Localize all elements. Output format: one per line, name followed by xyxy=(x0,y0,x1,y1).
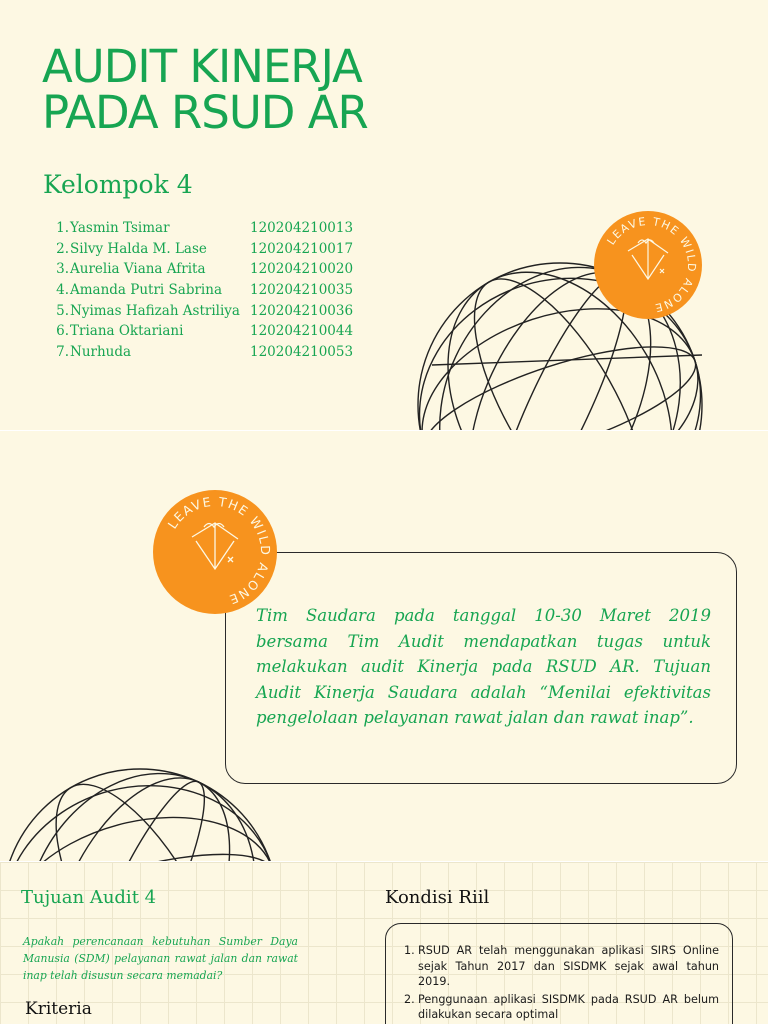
member-item xyxy=(52,218,362,239)
member-number: 4. xyxy=(56,282,69,299)
member-item xyxy=(52,342,362,363)
condition-item xyxy=(404,992,719,1023)
member-name: Nurhuda xyxy=(70,344,132,361)
condition-number: 2. xyxy=(404,992,415,1006)
member-number: 3. xyxy=(56,261,69,278)
condition-item xyxy=(404,943,719,990)
member-item xyxy=(52,301,362,322)
member-number: 1. xyxy=(56,220,69,236)
member-nim: 120204210013 xyxy=(250,220,354,236)
member-nim: 120204210017 xyxy=(250,240,354,257)
context-box xyxy=(225,552,737,784)
group-subtitle: Kelompok 4 xyxy=(43,170,193,199)
title-line-2: PADA RSUD AR xyxy=(42,86,368,139)
audit-objective-heading: Tujuan Audit 4 xyxy=(21,887,157,908)
member-item xyxy=(52,321,362,342)
slide-cover xyxy=(0,0,768,431)
badge-text: LEAVE THE WILD ALONE xyxy=(604,214,699,315)
leave-the-wild-alone-badge xyxy=(152,489,278,615)
member-name: Aurelia Viana Afrita xyxy=(70,261,206,278)
member-list xyxy=(52,218,362,363)
member-name: Amanda Putri Sabrina xyxy=(70,282,222,299)
condition-list xyxy=(404,943,719,1024)
member-nim: 120204210035 xyxy=(250,282,354,299)
title-line-1: AUDIT KINERJA xyxy=(42,40,362,93)
member-number: 6. xyxy=(56,323,69,340)
actual-condition-heading: Kondisi Riil xyxy=(385,887,490,908)
member-item xyxy=(52,259,362,280)
member-name: Triana Oktariani xyxy=(70,323,184,340)
page-title xyxy=(42,40,368,139)
member-number: 7. xyxy=(56,344,69,361)
member-nim: 120204210020 xyxy=(250,261,354,278)
member-name: Yasmin Tsimar xyxy=(70,220,170,236)
member-number: 5. xyxy=(56,302,69,319)
audit-question: Apakah perencanaan kebutuhan Sumber Daya Manusia (SDM) pelayanan rawat jalan dan rawat inap telah disusun secara memadai? xyxy=(23,935,298,982)
badge-text: LEAVE THE WILD ALONE xyxy=(164,493,274,608)
condition-number: 1. xyxy=(404,944,415,957)
slide-context xyxy=(0,431,768,862)
condition-text: Penggunaan aplikasi SISDMK pada RSUD AR belum dilakukan secara optimal xyxy=(418,992,719,1021)
member-number: 2. xyxy=(56,240,69,257)
condition-text: RSUD AR telah menggunakan aplikasi SIRS Online sejak Tahun 2017 dan SISDMK sejak awal tahun 2019. xyxy=(418,944,719,988)
context-text: Tim Saudara pada tanggal 10-30 Maret 2019 bersama Tim Audit mendapatkan tugas untuk melakukan audit Kinerja pada RSUD AR. Tujuan Audit Kinerja Saudara adalah “Menilai efektivitas pengelolaan pelayanan rawat jalan dan rawat inap”. xyxy=(256,606,711,727)
condition-box xyxy=(385,923,733,1024)
member-nim: 120204210036 xyxy=(250,302,354,319)
leave-the-wild-alone-badge xyxy=(592,209,704,321)
member-nim: 120204210053 xyxy=(250,344,354,361)
slide-audit-objective xyxy=(0,862,768,1024)
member-item xyxy=(52,280,362,301)
member-name: Nyimas Hafizah Astriliya xyxy=(70,302,240,319)
member-name: Silvy Halda M. Lase xyxy=(70,240,207,257)
member-nim: 120204210044 xyxy=(250,323,354,340)
member-item xyxy=(52,239,362,260)
criteria-heading: Kriteria xyxy=(25,999,92,1019)
